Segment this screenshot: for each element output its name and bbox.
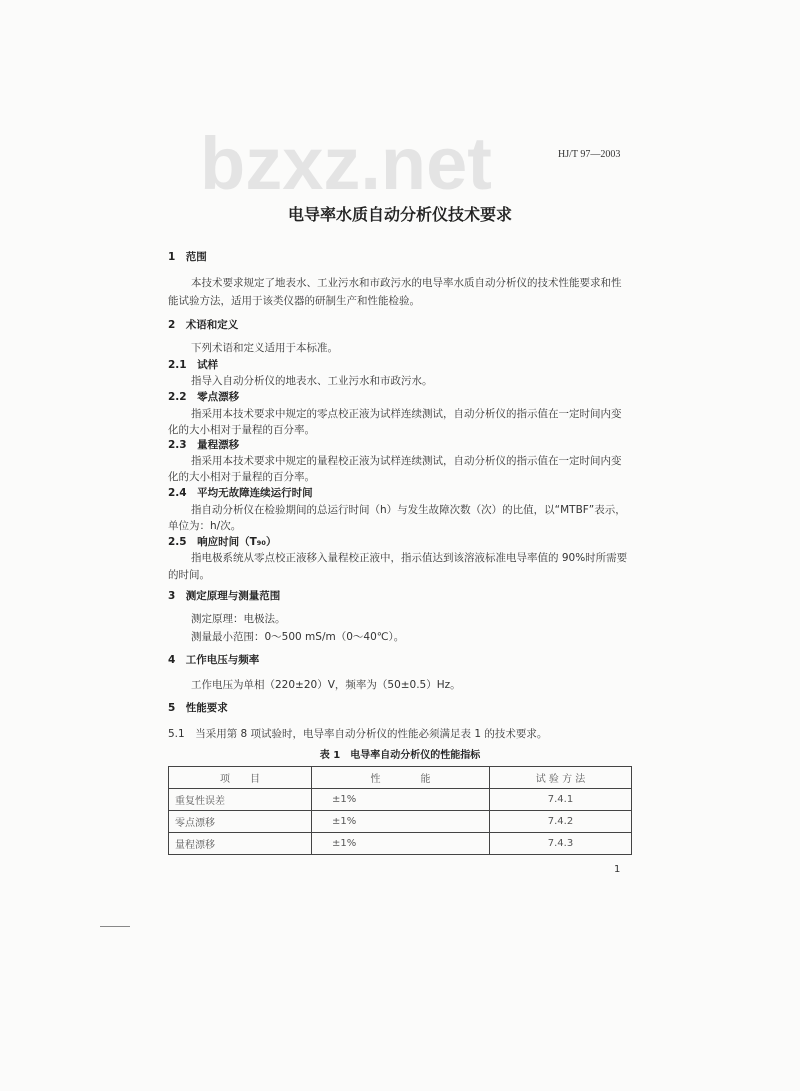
section-3-heading: 3 测定原理与测量范围 — [168, 590, 281, 602]
table-cell: 7.4.2 — [490, 811, 632, 833]
table-caption: 表 1 电导率自动分析仪的性能指标 — [319, 750, 481, 761]
table-cell: 重复性误差 — [169, 789, 312, 811]
paragraph: 测量最小范围：0～500 mS/m（0～40℃）。 — [191, 631, 405, 643]
column-header: 试 验 方 法 — [490, 767, 632, 789]
paragraph: 测定原理：电极法。 — [191, 613, 286, 625]
watermark: bzxz.net — [200, 122, 492, 205]
paragraph: 的时间。 — [168, 569, 210, 581]
paragraph: 指电极系统从零点校正液移入量程校正液中，指示值达到该溶液标准电导率值的 90%时所需要 — [191, 552, 628, 564]
table-cell: 7.4.3 — [490, 833, 632, 855]
document-title: 电导率水质自动分析仪技术要求 — [287, 205, 512, 224]
standard-code: HJ/T 97—2003 — [558, 149, 621, 160]
performance-table — [168, 766, 632, 855]
table-cell: ±1% — [312, 833, 490, 855]
paragraph: 指导入自动分析仪的地表水、工业污水和市政污水。 — [191, 375, 433, 387]
table-cell: ±1% — [312, 789, 490, 811]
definition-heading: 2.4 平均无故障连续运行时间 — [168, 487, 313, 499]
section-1-heading: 1 范围 — [168, 251, 207, 263]
paragraph: 单位为：h/次。 — [168, 520, 242, 532]
definition-heading: 2.3 量程漂移 — [168, 439, 240, 451]
table-cell: 量程漂移 — [169, 833, 312, 855]
table-row — [169, 833, 632, 855]
paragraph: 5.1 当采用第 8 项试验时，电导率自动分析仪的性能必须满足表 1 的技术要求。 — [168, 728, 548, 740]
section-4-heading: 4 工作电压与频率 — [168, 654, 260, 666]
table-cell: ±1% — [312, 811, 490, 833]
definition-heading: 2.1 试样 — [168, 359, 219, 371]
paragraph: 下列术语和定义适用于本标准。 — [191, 342, 338, 354]
paragraph: 指采用本技术要求中规定的量程校正液为试样连续测试，自动分析仪的指示值在一定时间内变 — [191, 455, 622, 467]
table-row — [169, 789, 632, 811]
table-header-row — [169, 767, 632, 789]
definition-heading: 2.2 零点漂移 — [168, 391, 240, 403]
definition-heading: 2.5 响应时间（T₉₀） — [168, 536, 277, 548]
paragraph: 能试验方法，适用于该类仪器的研制生产和性能检验。 — [168, 295, 420, 307]
column-header: 项 目 — [169, 767, 312, 789]
paragraph: 指采用本技术要求中规定的零点校正液为试样连续测试，自动分析仪的指示值在一定时间内变 — [191, 408, 622, 420]
table-cell: 7.4.1 — [490, 789, 632, 811]
paragraph: 化的大小相对于量程的百分率。 — [168, 471, 315, 483]
section-5-heading: 5 性能要求 — [168, 702, 228, 714]
paragraph: 化的大小相对于量程的百分率。 — [168, 424, 315, 436]
paragraph: 本技术要求规定了地表水、工业污水和市政污水的电导率水质自动分析仪的技术性能要求和性 — [191, 277, 622, 289]
column-header: 性 能 — [312, 767, 490, 789]
page-number: 1 — [614, 864, 621, 875]
table-row — [169, 811, 632, 833]
section-2-heading: 2 术语和定义 — [168, 319, 239, 331]
paragraph: 工作电压为单相（220±20）V，频率为（50±0.5）Hz。 — [191, 679, 461, 691]
table-cell: 零点漂移 — [169, 811, 312, 833]
scan-mark — [100, 926, 130, 927]
paragraph: 指自动分析仪在检验期间的总运行时间（h）与发生故障次数（次）的比值，以“MTBF”表示， — [191, 504, 626, 516]
